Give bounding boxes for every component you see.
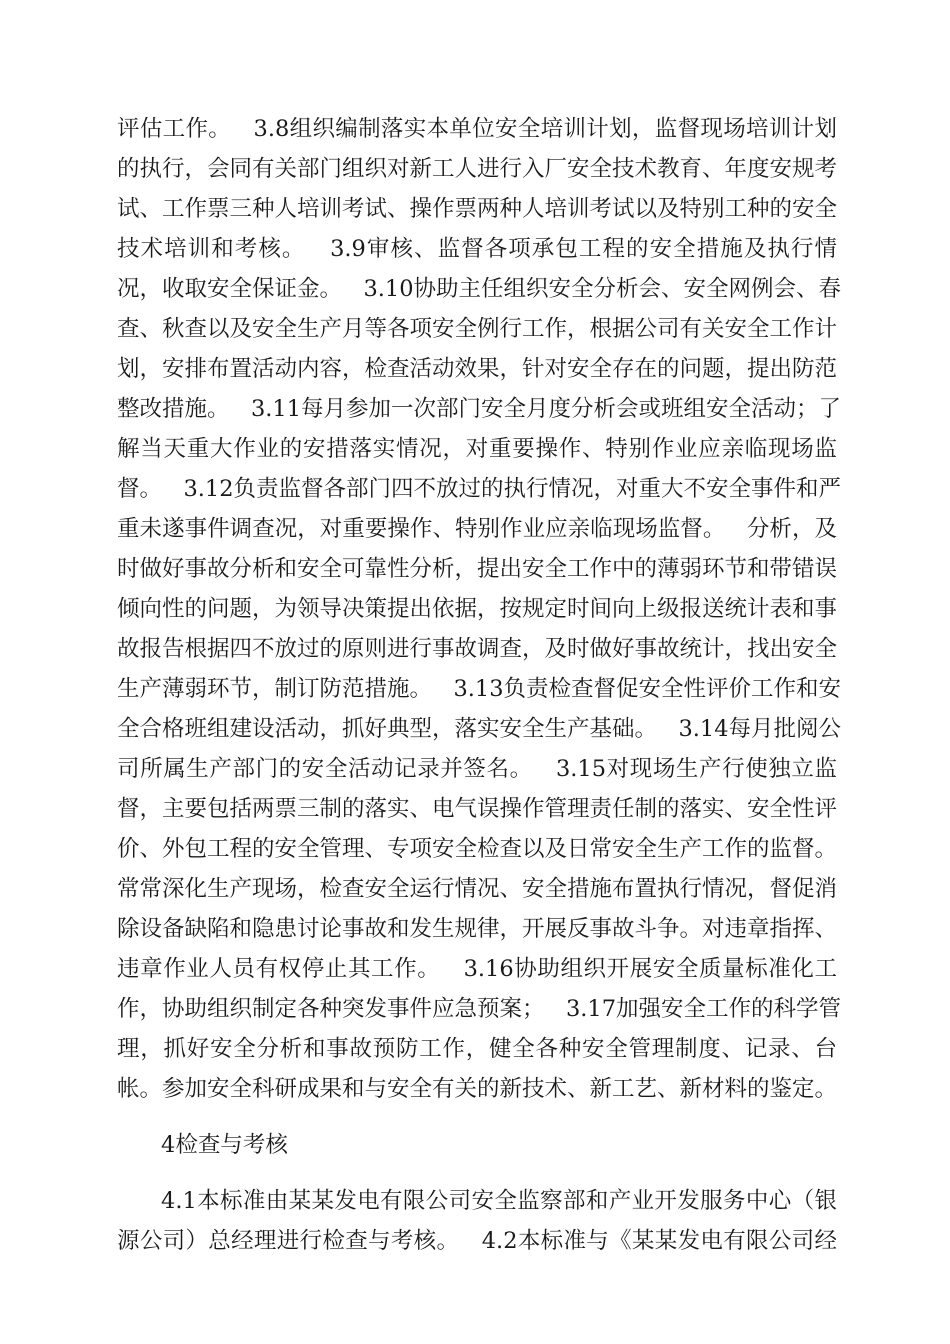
body-text-line: 倾向性的问题，为领导决策提出依据，按规定时间向上级报送统计表和事 — [117, 596, 838, 622]
body-text-line: 违章作业人员有权停止其工作。 3.16协助组织开展安全质量标准化工 — [117, 956, 837, 982]
body-text-line: 源公司）总经理进行检查与考核。 4.2本标准与《某某发电有限公司经 — [117, 1228, 837, 1254]
body-text-line: 技术培训和考核。 3.9审核、监督各项承包工程的安全措施及执行情 — [117, 236, 837, 262]
body-text-line: 故报告根据四不放过的原则进行事故调查，及时做好事故统计，找出安全 — [117, 636, 838, 662]
body-text-line: 理，抓好安全分析和事故预防工作，健全各种安全管理制度、记录、台 — [117, 1036, 837, 1062]
section-heading: 4检查与考核 — [161, 1132, 288, 1158]
body-text-line: 况，收取安全保证金。 3.10协助主任组织安全分析会、安全网例会、春 — [117, 276, 842, 302]
body-text-line: 价、外包工程的安全管理、专项安全检查以及日常安全生产工作的监督。 — [117, 836, 838, 862]
body-text-line: 督。 3.12负责监督各部门四不放过的执行情况，对重大不安全事件和严 — [117, 476, 842, 502]
body-text-line: 司所属生产部门的安全活动记录并签名。 3.15对现场生产行使独立监 — [117, 756, 837, 782]
body-text-line: 作，协助组织制定各种突发事件应急预案； 3.17加强安全工作的科学管 — [117, 996, 842, 1022]
body-text-line: 帐。参加安全科研成果和与安全有关的新技术、新工艺、新材料的鉴定。 — [117, 1076, 838, 1102]
body-text-line: 的执行，会同有关部门组织对新工人进行入厂安全技术教育、年度安规考 — [117, 156, 838, 182]
body-text-line: 划，安排布置活动内容，检查活动效果，针对安全存在的问题，提出防范 — [117, 356, 838, 382]
body-text-line: 试、工作票三种人培训考试、操作票两种人培训考试以及特别工种的安全 — [117, 196, 838, 222]
body-text-line: 4.1本标准由某某发电有限公司安全监察部和产业开发服务中心（银 — [161, 1188, 837, 1214]
body-text-line: 评估工作。 3.8组织编制落实本单位安全培训计划，监督现场培训计划 — [117, 116, 837, 142]
body-text-line: 生产薄弱环节，制订防范措施。 3.13负责检查督促安全性评价工作和安 — [117, 676, 842, 702]
body-text-line: 整改措施。 3.11每月参加一次部门安全月度分析会或班组安全活动；了 — [117, 396, 842, 422]
body-text-line: 查、秋查以及安全生产月等各项安全例行工作，根据公司有关安全工作计 — [117, 316, 838, 342]
body-text-line: 督，主要包括两票三制的落实、电气误操作管理责任制的落实、安全性评 — [117, 796, 838, 822]
body-text-line: 除设备缺陷和隐患讨论事故和发生规律，开展反事故斗争。对违章指挥、 — [117, 916, 838, 942]
body-text-line: 重未遂事件调查况，对重要操作、特别作业应亲临现场监督。 分析，及 — [117, 516, 837, 542]
body-text-line: 常常深化生产现场，检查安全运行情况、安全措施布置执行情况，督促消 — [117, 876, 838, 902]
body-text-line: 解当天重大作业的安措落实情况，对重要操作、特别作业应亲临现场监 — [117, 436, 837, 462]
body-text-line: 时做好事故分析和安全可靠性分析，提出安全工作中的薄弱环节和带错误 — [117, 556, 838, 582]
body-text-line: 全合格班组建设活动，抓好典型，落实安全生产基础。 3.14每月批阅公 — [117, 716, 842, 742]
